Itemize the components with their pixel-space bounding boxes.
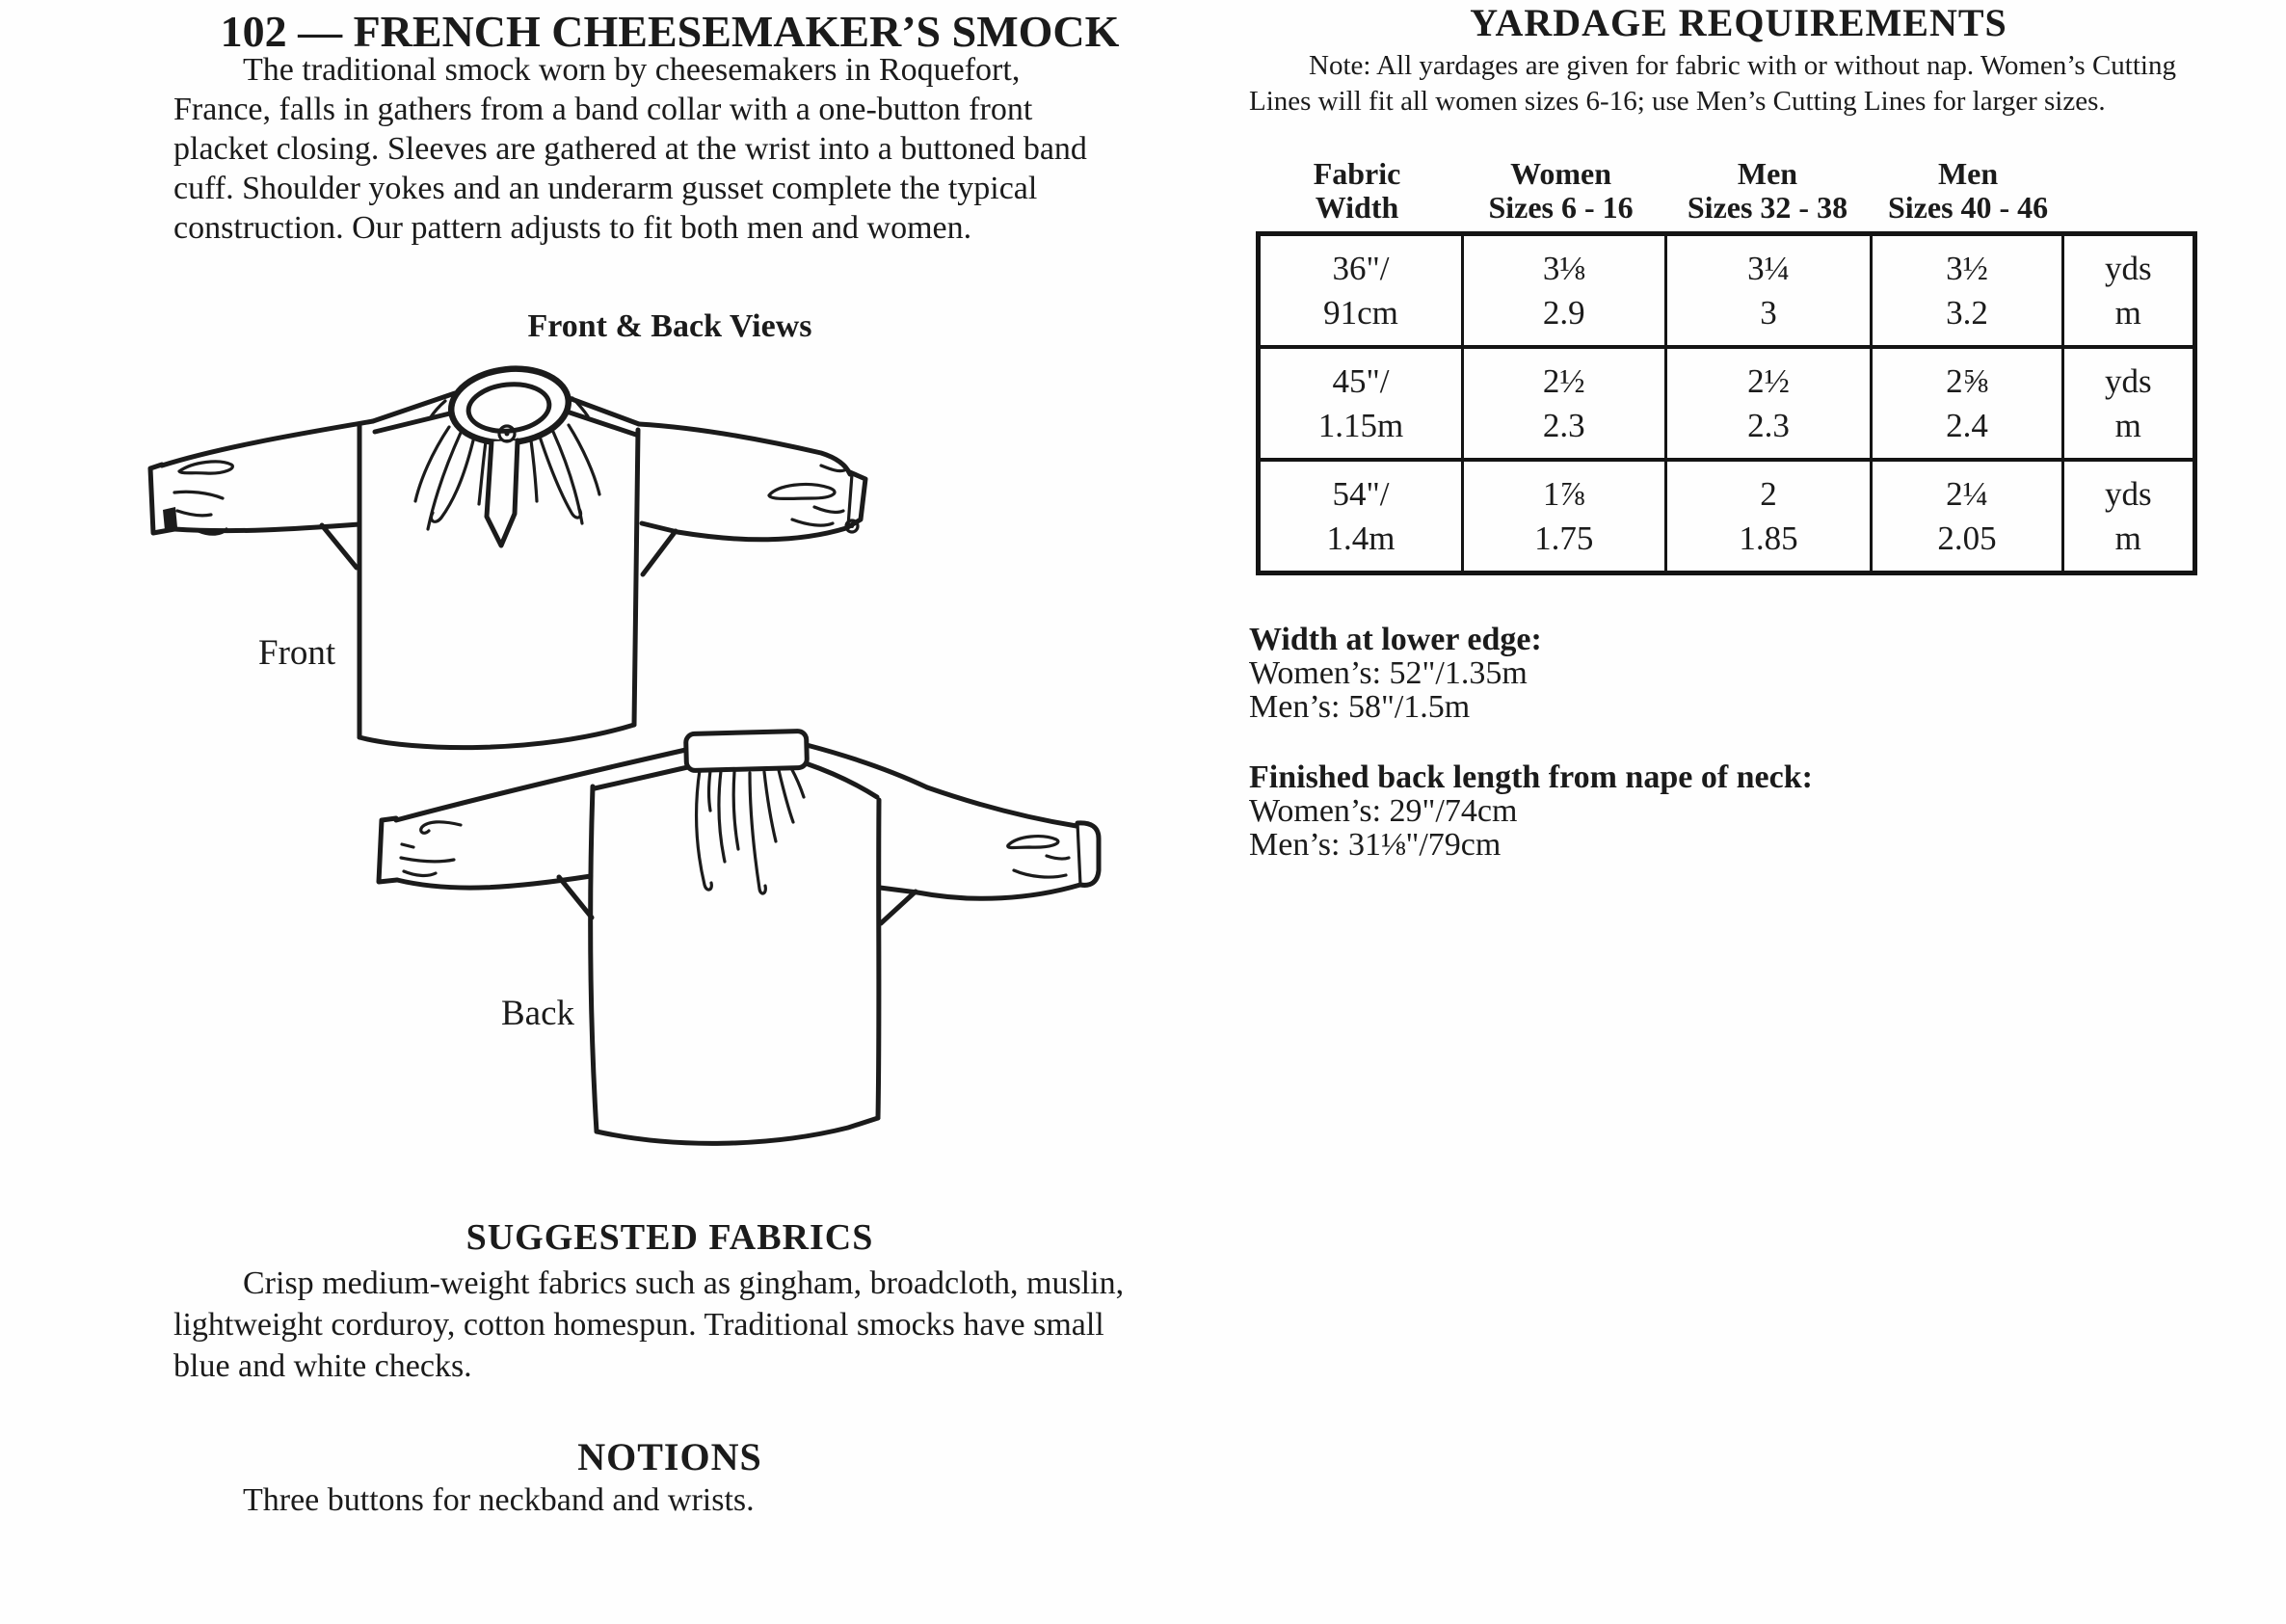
front-hem bbox=[359, 725, 634, 748]
yardage-heading: YARDAGE REQUIREMENTS bbox=[1470, 1, 2007, 44]
table-cell-line: 3½ bbox=[1946, 249, 1988, 287]
front-view-illustration bbox=[150, 363, 865, 748]
table-cell bbox=[1461, 462, 1664, 571]
column-header-line: Width bbox=[1315, 190, 1399, 225]
table-row bbox=[1261, 345, 2193, 458]
table-cell bbox=[2061, 349, 2193, 458]
front-view-label: Front bbox=[258, 633, 336, 673]
column-header bbox=[2064, 157, 2197, 225]
back-right-sleeve-top bbox=[927, 787, 1077, 826]
yardage-note bbox=[1249, 48, 2286, 120]
suggested-fabrics-paragraph bbox=[173, 1263, 1195, 1387]
table-cell bbox=[2061, 462, 2193, 571]
lower-edge-spec bbox=[1249, 623, 2228, 724]
table-cell-line: 3¼ bbox=[1747, 249, 1790, 287]
sleeve-gathers bbox=[179, 462, 232, 473]
table-cell-line: m bbox=[2114, 406, 2141, 444]
column-header-line: Sizes 40 - 46 bbox=[1887, 190, 2049, 225]
table-cell-line: 1.75 bbox=[1534, 519, 1594, 557]
table-cell-line: 1.85 bbox=[1739, 519, 1798, 557]
back-body-right-edge bbox=[878, 800, 879, 1118]
back-yoke-right bbox=[806, 763, 877, 797]
front-placket bbox=[487, 440, 518, 546]
front-right-cuff bbox=[848, 474, 852, 526]
table-cell bbox=[1664, 462, 1871, 571]
spec-line: Women’s: 29"/74cm bbox=[1249, 793, 1518, 829]
back-gathers bbox=[719, 771, 725, 862]
back-yoke-left bbox=[396, 749, 690, 820]
notions-line: Three buttons for neckband and wrists. bbox=[243, 1482, 755, 1518]
table-cell-line: 2½ bbox=[1747, 361, 1790, 400]
sleeve-gathers bbox=[401, 858, 454, 862]
column-header-line: Sizes 6 - 16 bbox=[1488, 190, 1634, 225]
back-gathers bbox=[791, 768, 804, 797]
back-left-gusset bbox=[559, 877, 592, 918]
spec-line: Women’s: 52"/1.35m bbox=[1249, 655, 1528, 691]
table-row bbox=[1261, 458, 2193, 571]
views-heading: Front & Back Views bbox=[527, 308, 812, 344]
table-cell bbox=[2061, 236, 2193, 345]
table-cell bbox=[1870, 462, 2060, 571]
sleeve-gathers bbox=[1047, 856, 1069, 859]
table-cell bbox=[1870, 349, 2060, 458]
table-cell-line: m bbox=[2114, 293, 2141, 332]
fabrics-line: Crisp medium-weight fabrics such as gingham, broadcloth, muslin, bbox=[243, 1265, 1125, 1301]
table-cell bbox=[1664, 349, 1871, 458]
measurement-specs bbox=[1249, 623, 2228, 862]
back-view-illustration bbox=[379, 731, 1099, 1143]
table-cell-line: 1.4m bbox=[1326, 519, 1396, 557]
back-body-left-edge bbox=[591, 786, 597, 1131]
intro-line: France, falls in gathers from a band collar with a one-button front bbox=[173, 92, 1033, 127]
neck-gathers bbox=[553, 432, 582, 523]
table-cell bbox=[1870, 236, 2060, 345]
table-cell-line: 2.4 bbox=[1946, 406, 1988, 444]
table-cell-line: 1.15m bbox=[1317, 406, 1404, 444]
table-cell-line: yds bbox=[2104, 474, 2152, 513]
column-header bbox=[1256, 157, 1458, 225]
back-right-cuff bbox=[1077, 823, 1080, 885]
back-gathers bbox=[750, 773, 765, 893]
back-right-sleeve-bottom bbox=[917, 885, 1080, 898]
front-right-sleeve-top bbox=[639, 424, 850, 474]
sleeve-gathers bbox=[1008, 837, 1058, 848]
sleeve-gathers bbox=[402, 844, 413, 847]
sleeve-gathers bbox=[821, 466, 844, 471]
column-header bbox=[1872, 157, 2064, 225]
table-cell-line: 2⅝ bbox=[1946, 361, 1988, 400]
table-cell-line: 3⅛ bbox=[1542, 249, 1585, 287]
yardage-table bbox=[1256, 231, 2197, 575]
table-cell-line: 2½ bbox=[1542, 361, 1585, 400]
front-body-right-edge bbox=[634, 430, 638, 725]
back-gathers bbox=[779, 770, 793, 822]
table-cell-line: m bbox=[2114, 519, 2141, 557]
table-cell-line: 3 bbox=[1760, 293, 1777, 332]
table-cell-line: 1⅞ bbox=[1542, 474, 1585, 513]
table-cell-line: 2.9 bbox=[1542, 293, 1585, 332]
back-view-label: Back bbox=[501, 994, 575, 1033]
table-cell-line: 45"/ bbox=[1332, 361, 1390, 400]
column-header-line: Women bbox=[1510, 156, 1611, 191]
column-header-line: Sizes 32 - 38 bbox=[1687, 190, 1848, 225]
front-left-cuff-button bbox=[163, 507, 177, 530]
back-right-gusset bbox=[881, 892, 916, 923]
notions-paragraph bbox=[173, 1482, 1166, 1519]
sleeve-gathers bbox=[769, 485, 835, 499]
table-cell-line: 91cm bbox=[1323, 293, 1398, 332]
table-cell bbox=[1664, 236, 1871, 345]
back-length-spec bbox=[1249, 760, 2228, 862]
intro-line: cuff. Shoulder yokes and an underarm gusset complete the typical bbox=[173, 171, 1038, 206]
table-cell-line: 2 bbox=[1760, 474, 1777, 513]
spec-heading: Finished back length from nape of neck: bbox=[1249, 759, 1813, 795]
yardage-table-headers bbox=[1256, 157, 2197, 225]
neck-gathers bbox=[479, 441, 486, 504]
front-right-gusset bbox=[643, 531, 676, 574]
fabrics-line: blue and white checks. bbox=[173, 1348, 472, 1384]
neck-gathers bbox=[415, 427, 449, 501]
column-header bbox=[1663, 157, 1872, 225]
table-cell-line: 54"/ bbox=[1332, 474, 1390, 513]
table-cell-line: 2.05 bbox=[1937, 519, 1997, 557]
page-title: 102 — FRENCH CHEESEMAKER’S SMOCK bbox=[220, 7, 1120, 56]
front-left-sleeve-top bbox=[162, 421, 373, 466]
sleeve-gathers bbox=[421, 822, 461, 833]
table-cell-line: yds bbox=[2104, 361, 2152, 400]
table-row bbox=[1261, 236, 2193, 345]
suggested-fabrics-heading: SUGGESTED FABRICS bbox=[465, 1217, 874, 1258]
back-hem bbox=[597, 1118, 878, 1143]
neck-gathers bbox=[531, 440, 537, 501]
column-header-line: Men bbox=[1737, 156, 1798, 191]
intro-line: construction. Our pattern adjusts to fit both men and women. bbox=[173, 210, 972, 246]
back-gathers bbox=[764, 772, 776, 841]
front-right-cuff-button bbox=[850, 524, 854, 528]
column-header bbox=[1458, 157, 1663, 225]
intro-line: placket closing. Sleeves are gathered at the wrist into a buttoned band bbox=[173, 131, 1087, 167]
back-yoke-right bbox=[807, 745, 927, 787]
spec-heading: Width at lower edge: bbox=[1249, 622, 1542, 657]
sleeve-gathers bbox=[814, 507, 843, 512]
note-line: Lines will fit all women sizes 6-16; use Men’s Cutting Lines for larger sizes. bbox=[1249, 86, 2106, 117]
back-left-cuff bbox=[379, 818, 397, 882]
sleeve-gathers bbox=[174, 492, 223, 498]
smock-illustration bbox=[125, 357, 1147, 1157]
intro-line: The traditional smock worn by cheesemakers in Roquefort, bbox=[243, 52, 1021, 88]
fabrics-line: lightweight corduroy, cotton homespun. Traditional smocks have small bbox=[173, 1307, 1104, 1343]
front-left-sleeve-bottom bbox=[174, 524, 359, 531]
table-cell bbox=[1261, 349, 1461, 458]
spec-line: Men’s: 58"/1.5m bbox=[1249, 689, 1471, 725]
notions-heading: NOTIONS bbox=[577, 1435, 762, 1478]
table-cell-line: 3.2 bbox=[1946, 293, 1988, 332]
back-gathers bbox=[709, 771, 711, 811]
table-cell-line: 2.3 bbox=[1542, 406, 1585, 444]
spec-line: Men’s: 31⅛"/79cm bbox=[1249, 827, 1502, 863]
back-neckband bbox=[686, 731, 808, 770]
table-cell-line: 36"/ bbox=[1332, 249, 1390, 287]
back-gathers bbox=[733, 772, 738, 849]
collar-button bbox=[505, 432, 510, 437]
table-cell-line: 2.3 bbox=[1747, 406, 1790, 444]
table-cell bbox=[1461, 349, 1664, 458]
sleeve-gathers bbox=[792, 519, 833, 525]
table-cell bbox=[1261, 462, 1461, 571]
column-header-line: Men bbox=[1937, 156, 1999, 191]
intro-paragraph bbox=[173, 50, 1195, 248]
sleeve-gathers bbox=[177, 511, 211, 516]
table-cell-line: yds bbox=[2104, 249, 2152, 287]
table-cell bbox=[1261, 236, 1461, 345]
column-header-line: Fabric bbox=[1313, 156, 1401, 191]
table-cell-line: 2¼ bbox=[1946, 474, 1988, 513]
sleeve-gathers bbox=[1014, 870, 1066, 877]
table-cell bbox=[1461, 236, 1664, 345]
front-left-gusset bbox=[322, 525, 357, 568]
sleeve-gathers bbox=[404, 871, 436, 875]
note-line: Note: All yardages are given for fabric with or without nap. Women’s Cutting bbox=[1309, 50, 2176, 81]
